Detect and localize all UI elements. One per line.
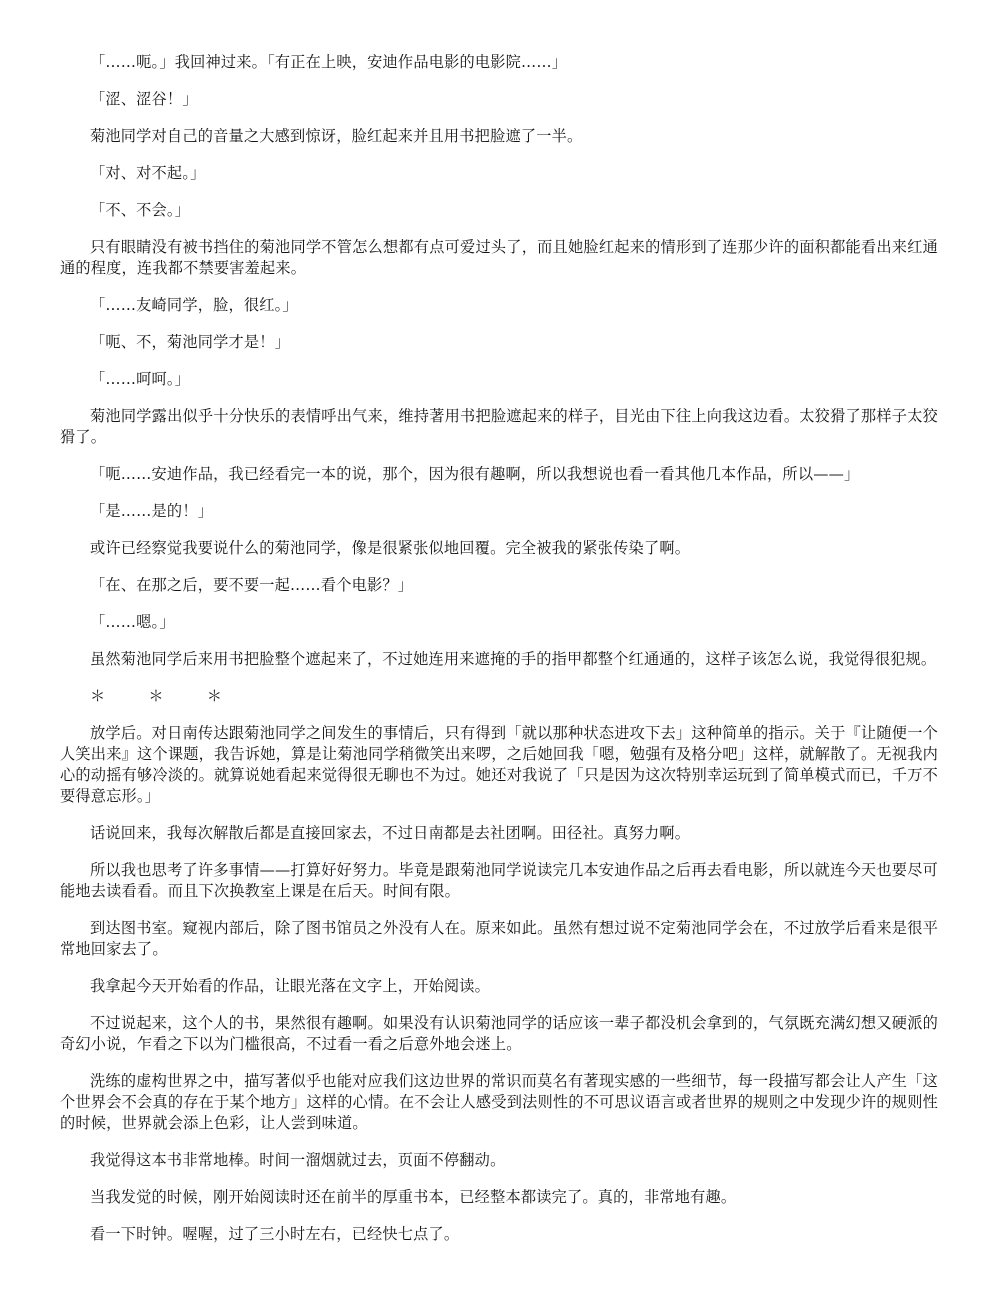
paragraph: 或许已经察觉我要说什么的菊池同学，像是很紧张似地回覆。完全被我的紧张传染了啊。 (90, 539, 691, 557)
paragraph: 只有眼睛没有被书挡住的菊池同学不管怎么想都有点可爱过头了，而且她脸红起来的情形到了连那少许的面积都能看出来红通通的程度，连我都不禁要害羞起来。 (60, 238, 938, 277)
paragraph: 「呃……安迪作品，我已经看完一本的说，那个，因为很有趣啊，所以我想说也看一看其他几本作品，所以——」 (90, 465, 860, 483)
paragraph: 话说回来，我每次解散后都是直接回家去，不过日南都是去社团啊。田径社。真努力啊。 (90, 824, 691, 842)
paragraph: 「……呃。」我回神过来。「有正在上映，安迪作品电影的电影院……」 (90, 53, 568, 71)
paragraph: 「……友崎同学，脸，很红。」 (90, 296, 298, 314)
paragraph: 虽然菊池同学后来用书把脸整个遮起来了，不过她连用来遮掩的手的指甲都整个红通通的，这样子该怎么说，我觉得很犯规。 (90, 650, 937, 668)
paragraph: 「……嗯。」 (90, 613, 175, 631)
paragraph: 「……呵呵。」 (90, 370, 191, 388)
paragraph: 我觉得这本书非常地棒。时间一溜烟就过去，页面不停翻动。 (90, 1151, 506, 1169)
paragraph: 「在、在那之后，要不要一起……看个电影？」 (90, 576, 414, 594)
paragraph: 「是……是的！」 (90, 502, 214, 520)
paragraph: 当我发觉的时候，刚开始阅读时还在前半的厚重书本，已经整本都读完了。真的，非常地有趣。 (90, 1188, 737, 1206)
paragraph: 「不、不会。」 (90, 201, 191, 219)
paragraph: 看一下时钟。喔喔，过了三小时左右，已经快七点了。 (90, 1225, 460, 1243)
paragraph: 菊池同学对自己的音量之大感到惊讶，脸红起来并且用书把脸遮了一半。 (90, 127, 583, 145)
paragraph: 洗练的虚构世界之中，描写著似乎也能对应我们这边世界的常识而莫名有著现实感的一些细节，每一段描写都会让人产生「这个世界会不会真的存在于某个地方」这样的心情。在不会让人感受到法则性的不可思议语言或者世界的规则之中发现少许的规则性的时候，世界就会添上色彩，让人尝到味道。 (60, 1072, 938, 1132)
paragraph: 我拿起今天开始看的作品，让眼光落在文字上，开始阅读。 (90, 977, 491, 995)
paragraph: 所以我也思考了许多事情——打算好好努力。毕竟是跟菊池同学说读完几本安迪作品之后再去看电影，所以就连今天也要尽可能地去读看看。而且下次换教室上课是在后天。时间有限。 (60, 861, 938, 900)
paragraph: 菊池同学露出似乎十分快乐的表情呼出气来，维持著用书把脸遮起来的样子，目光由下往上向我这边看。太狡猾了那样子太狡猾了。 (60, 407, 938, 446)
document-body (60, 52, 938, 1261)
scene-break: ＊ ＊ ＊ (90, 687, 236, 705)
paragraph: 放学后。对日南传达跟菊池同学之间发生的事情后，只有得到「就以那种状态进攻下去」这种简单的指示。关于『让随便一个人笑出来』这个课题，我告诉她，算是让菊池同学稍微笑出来啰，之后她回我「嗯，勉强有及格分吧」这样，就解散了。无视我内心的动摇有够冷淡的。就算说她看起来觉得很无聊也不为过。她还对我说了「只是因为这次特别幸运玩到了简单模式而已，千万不要得意忘形。」 (60, 724, 938, 805)
paragraph: 「对、对不起。」 (90, 164, 206, 182)
paragraph: 「呃、不，菊池同学才是！」 (90, 333, 291, 351)
paragraph: 到达图书室。窥视内部后，除了图书馆员之外没有人在。原来如此。虽然有想过说不定菊池同学会在，不过放学后看来是很平常地回家去了。 (60, 919, 938, 958)
paragraph: 「涩、涩谷！」 (90, 90, 198, 108)
paragraph: 不过说起来，这个人的书，果然很有趣啊。如果没有认识菊池同学的话应该一辈子都没机会拿到的，气氛既充满幻想又硬派的奇幻小说，乍看之下以为门槛很高，不过看一看之后意外地会迷上。 (60, 1014, 938, 1053)
